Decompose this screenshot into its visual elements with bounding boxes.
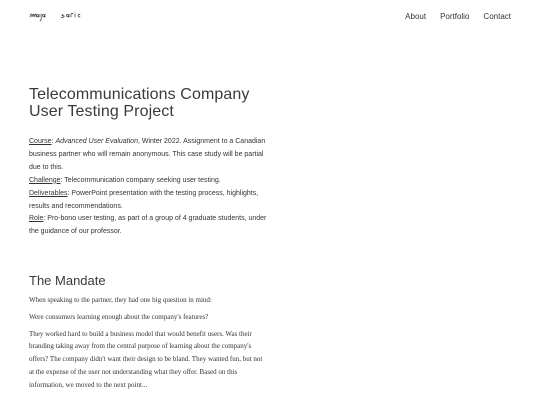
course-info — [29, 136, 269, 175]
project-details — [29, 136, 269, 239]
mandate-paragraph: They worked hard to build a business model that would benefit users. Was their branding taking away from the central purpose of learning about the company's offers? The company didn't want their design to be bland. They wanted fun, but not at the expense of the user not understanding what they offer. Based on this information, we moved to the next point... — [29, 329, 263, 389]
role-info — [29, 213, 269, 239]
challenge-label: Challenge — [29, 176, 61, 184]
challenge-text: : Telecommunication company seeking user testing. — [60, 176, 221, 184]
page-title — [29, 86, 269, 120]
role-text: : Pro-bono user testing, as part of a group of 4 graduate students, under the guidance of our professor. — [29, 215, 267, 236]
course-separator: : — [51, 138, 56, 145]
role-label: Role — [29, 215, 44, 223]
course-description: , Winter 2022. Assignment to a Canadian business partner who will remain anonymous. This case study will be partial due to this. — [29, 138, 266, 171]
main-nav — [405, 12, 511, 21]
mandate-paragraph: When speaking to the partner, they had one big question in mind: — [29, 296, 212, 304]
page-title-line-2: User Testing Project — [29, 103, 174, 120]
deliverables-info — [29, 188, 269, 214]
course-label: Course — [29, 138, 52, 145]
mandate-paragraph: Were consumers learning enough about the company's features? — [29, 312, 209, 321]
page-title-line-1: Telecommunications Company — [29, 86, 250, 103]
mandate-section — [29, 294, 267, 396]
nav-about[interactable]: About — [405, 12, 427, 21]
nav-contact[interactable]: Contact — [483, 12, 511, 21]
deliverables-text: : PowerPoint presentation with the testing process, highlights, results and recommendations. — [29, 189, 259, 210]
nav-portfolio[interactable]: Portfolio — [440, 12, 470, 21]
deliverables-label: Deliverables — [29, 189, 68, 197]
project-intro — [29, 86, 269, 239]
site-header — [0, 0, 540, 36]
challenge-info — [29, 175, 269, 188]
course-name: Advanced User Evaluation — [55, 138, 138, 145]
mandate-heading: The Mandate — [29, 273, 106, 288]
signature-logo[interactable] — [29, 8, 85, 22]
